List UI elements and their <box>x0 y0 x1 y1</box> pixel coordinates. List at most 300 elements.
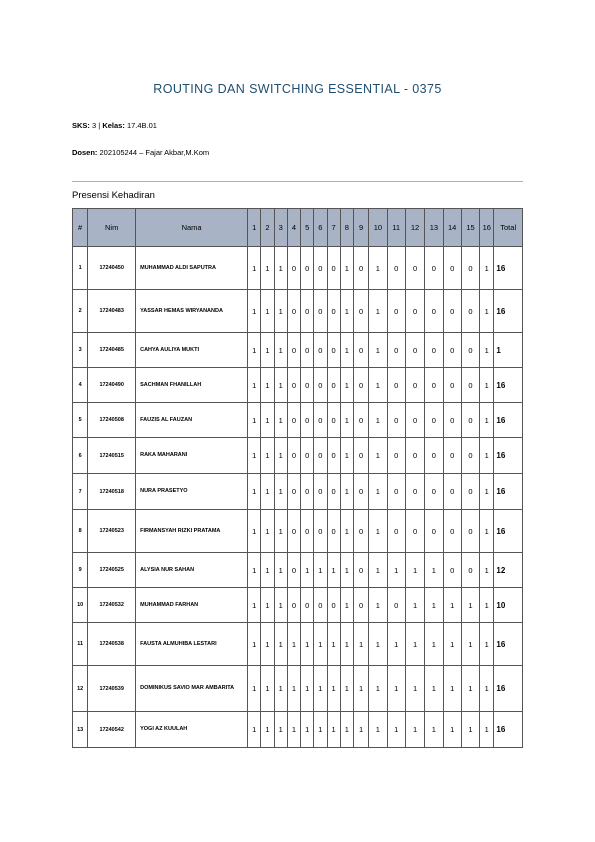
attendance-cell: 0 <box>301 247 314 290</box>
total-cell: 12 <box>494 553 523 588</box>
attendance-cell: 1 <box>261 510 274 553</box>
attendance-cell: 0 <box>287 510 300 553</box>
attendance-cell: 1 <box>480 553 494 588</box>
attendance-cell: 0 <box>353 247 368 290</box>
attendance-cell: 1 <box>274 623 287 666</box>
row-number-cell: 5 <box>73 403 88 438</box>
row-number-cell: 3 <box>73 333 88 368</box>
column-header: 15 <box>461 209 479 247</box>
total-cell: 16 <box>494 290 523 333</box>
row-number-cell: 1 <box>73 247 88 290</box>
attendance-cell: 0 <box>327 403 340 438</box>
attendance-cell: 0 <box>443 333 461 368</box>
attendance-cell: 0 <box>443 403 461 438</box>
table-row <box>73 666 523 712</box>
attendance-cell: 1 <box>369 247 387 290</box>
table-row <box>73 553 523 588</box>
kelas-label: Kelas: <box>102 121 125 130</box>
attendance-cell: 1 <box>353 712 368 748</box>
name-cell: SACHMAN FHANILLAH <box>136 368 248 403</box>
total-cell: 16 <box>494 247 523 290</box>
page-title: ROUTING DAN SWITCHING ESSENTIAL - 0375 <box>153 82 442 96</box>
attendance-cell: 0 <box>425 368 443 403</box>
attendance-cell: 0 <box>461 290 479 333</box>
attendance-cell: 1 <box>340 588 353 623</box>
attendance-cell: 1 <box>340 247 353 290</box>
attendance-cell: 1 <box>480 438 494 474</box>
nim-cell: 17240450 <box>88 247 136 290</box>
attendance-cell: 1 <box>248 368 261 403</box>
attendance-cell: 1 <box>261 368 274 403</box>
attendance-cell: 0 <box>387 290 405 333</box>
attendance-cell: 1 <box>274 368 287 403</box>
attendance-cell: 1 <box>340 510 353 553</box>
attendance-cell: 1 <box>480 247 494 290</box>
attendance-cell: 0 <box>287 588 300 623</box>
attendance-cell: 1 <box>248 510 261 553</box>
table-row <box>73 510 523 553</box>
attendance-cell: 0 <box>287 438 300 474</box>
attendance-cell: 0 <box>353 403 368 438</box>
total-cell: 16 <box>494 368 523 403</box>
attendance-cell: 1 <box>425 588 443 623</box>
attendance-cell: 0 <box>425 474 443 510</box>
attendance-cell: 1 <box>274 438 287 474</box>
attendance-cell: 1 <box>443 588 461 623</box>
attendance-cell: 1 <box>480 712 494 748</box>
attendance-cell: 0 <box>425 510 443 553</box>
name-cell: FIRMANSYAH RIZKI PRATAMA <box>136 510 248 553</box>
attendance-cell: 1 <box>301 712 314 748</box>
table-row <box>73 623 523 666</box>
attendance-cell: 1 <box>301 666 314 712</box>
attendance-cell: 0 <box>425 403 443 438</box>
attendance-cell: 1 <box>327 553 340 588</box>
attendance-cell: 0 <box>301 333 314 368</box>
attendance-cell: 1 <box>261 712 274 748</box>
attendance-cell: 1 <box>369 290 387 333</box>
attendance-cell: 0 <box>405 474 424 510</box>
attendance-cell: 1 <box>461 666 479 712</box>
attendance-cell: 1 <box>369 588 387 623</box>
attendance-cell: 1 <box>340 666 353 712</box>
total-cell: 16 <box>494 510 523 553</box>
attendance-cell: 0 <box>425 290 443 333</box>
attendance-cell: 1 <box>327 712 340 748</box>
attendance-cell: 1 <box>369 403 387 438</box>
attendance-cell: 1 <box>480 510 494 553</box>
dosen-label: Dosen: <box>72 148 98 157</box>
attendance-cell: 1 <box>248 623 261 666</box>
nim-cell: 17240542 <box>88 712 136 748</box>
column-header: 1 <box>248 209 261 247</box>
column-header: Nim <box>88 209 136 247</box>
attendance-cell: 0 <box>287 333 300 368</box>
attendance-cell: 0 <box>353 368 368 403</box>
attendance-cell: 1 <box>405 666 424 712</box>
attendance-cell: 1 <box>261 553 274 588</box>
attendance-cell: 0 <box>387 588 405 623</box>
sks-label: SKS: <box>72 121 90 130</box>
attendance-cell: 0 <box>314 403 327 438</box>
attendance-cell: 1 <box>425 553 443 588</box>
attendance-cell: 1 <box>369 510 387 553</box>
attendance-cell: 1 <box>274 333 287 368</box>
name-cell: CAHYA AULIYA MUKTI <box>136 333 248 368</box>
attendance-cell: 1 <box>301 553 314 588</box>
attendance-cell: 0 <box>327 368 340 403</box>
attendance-cell: 1 <box>480 588 494 623</box>
attendance-cell: 0 <box>327 588 340 623</box>
row-number-cell: 8 <box>73 510 88 553</box>
column-header: 11 <box>387 209 405 247</box>
attendance-cell: 0 <box>461 247 479 290</box>
table-row <box>73 438 523 474</box>
column-header: 2 <box>261 209 274 247</box>
attendance-cell: 0 <box>461 474 479 510</box>
attendance-cell: 1 <box>274 553 287 588</box>
attendance-cell: 0 <box>353 290 368 333</box>
attendance-cell: 0 <box>314 474 327 510</box>
attendance-cell: 0 <box>327 333 340 368</box>
nim-cell: 17240518 <box>88 474 136 510</box>
attendance-cell: 1 <box>340 623 353 666</box>
name-cell: YOGI AZ KUULAH <box>136 712 248 748</box>
attendance-cell: 0 <box>287 474 300 510</box>
nim-cell: 17240508 <box>88 403 136 438</box>
attendance-cell: 1 <box>369 368 387 403</box>
dosen-value: 202105244 – Fajar Akbar,M.Kom <box>99 148 210 157</box>
attendance-cell: 1 <box>261 623 274 666</box>
attendance-cell: 1 <box>340 474 353 510</box>
attendance-cell: 1 <box>480 666 494 712</box>
attendance-cell: 1 <box>301 623 314 666</box>
attendance-cell: 0 <box>443 510 461 553</box>
row-number-cell: 7 <box>73 474 88 510</box>
attendance-cell: 0 <box>287 403 300 438</box>
table-row <box>73 247 523 290</box>
attendance-cell: 1 <box>274 403 287 438</box>
column-header: 8 <box>340 209 353 247</box>
column-header: 7 <box>327 209 340 247</box>
attendance-cell: 0 <box>425 333 443 368</box>
attendance-cell: 0 <box>301 474 314 510</box>
row-number-cell: 13 <box>73 712 88 748</box>
column-header: 9 <box>353 209 368 247</box>
attendance-cell: 0 <box>314 588 327 623</box>
attendance-cell: 1 <box>387 712 405 748</box>
attendance-cell: 1 <box>261 290 274 333</box>
total-cell: 1 <box>494 333 523 368</box>
attendance-cell: 1 <box>340 553 353 588</box>
nim-cell: 17240532 <box>88 588 136 623</box>
row-number-cell: 12 <box>73 666 88 712</box>
attendance-cell: 1 <box>387 666 405 712</box>
attendance-cell: 1 <box>287 623 300 666</box>
attendance-cell: 1 <box>287 666 300 712</box>
column-header: # <box>73 209 88 247</box>
attendance-cell: 0 <box>443 474 461 510</box>
total-cell: 16 <box>494 666 523 712</box>
attendance-cell: 1 <box>405 623 424 666</box>
nim-cell: 17240485 <box>88 333 136 368</box>
attendance-cell: 0 <box>327 474 340 510</box>
attendance-cell: 0 <box>353 438 368 474</box>
row-number-cell: 9 <box>73 553 88 588</box>
name-cell: RAKA MAHARANI <box>136 438 248 474</box>
attendance-cell: 1 <box>369 438 387 474</box>
attendance-cell: 1 <box>248 474 261 510</box>
attendance-cell: 0 <box>461 403 479 438</box>
attendance-cell: 1 <box>274 588 287 623</box>
course-info <box>72 121 157 130</box>
attendance-cell: 0 <box>443 247 461 290</box>
nim-cell: 17240538 <box>88 623 136 666</box>
attendance-cell: 0 <box>387 333 405 368</box>
name-cell: MUHAMMAD ALDI SAPUTRA <box>136 247 248 290</box>
attendance-cell: 1 <box>327 623 340 666</box>
attendance-cell: 1 <box>314 553 327 588</box>
attendance-cell: 1 <box>248 333 261 368</box>
attendance-cell: 1 <box>248 403 261 438</box>
attendance-cell: 0 <box>353 474 368 510</box>
name-cell: MUHAMMAD FARHAN <box>136 588 248 623</box>
attendance-cell: 1 <box>480 290 494 333</box>
attendance-cell: 1 <box>369 666 387 712</box>
table-row <box>73 712 523 748</box>
attendance-cell: 1 <box>248 712 261 748</box>
attendance-cell: 1 <box>387 553 405 588</box>
attendance-cell: 0 <box>461 553 479 588</box>
divider <box>72 181 523 182</box>
lecturer-info <box>72 148 209 157</box>
row-number-cell: 2 <box>73 290 88 333</box>
column-header: Total <box>494 209 523 247</box>
total-cell: 16 <box>494 438 523 474</box>
column-header: 14 <box>443 209 461 247</box>
attendance-cell: 0 <box>405 247 424 290</box>
attendance-cell: 0 <box>314 510 327 553</box>
attendance-cell: 0 <box>405 368 424 403</box>
attendance-cell: 1 <box>443 712 461 748</box>
attendance-cell: 1 <box>261 247 274 290</box>
total-cell: 16 <box>494 712 523 748</box>
attendance-cell: 1 <box>340 333 353 368</box>
attendance-cell: 1 <box>314 623 327 666</box>
attendance-cell: 0 <box>443 368 461 403</box>
attendance-table <box>72 208 523 748</box>
attendance-cell: 1 <box>480 623 494 666</box>
row-number-cell: 6 <box>73 438 88 474</box>
column-header: 12 <box>405 209 424 247</box>
column-header: Nama <box>136 209 248 247</box>
attendance-cell: 0 <box>287 553 300 588</box>
attendance-cell: 0 <box>327 247 340 290</box>
row-number-cell: 11 <box>73 623 88 666</box>
attendance-cell: 1 <box>405 588 424 623</box>
attendance-cell: 0 <box>287 247 300 290</box>
attendance-cell: 1 <box>274 712 287 748</box>
attendance-cell: 0 <box>405 438 424 474</box>
attendance-cell: 0 <box>301 438 314 474</box>
attendance-cell: 1 <box>274 666 287 712</box>
attendance-cell: 0 <box>301 368 314 403</box>
attendance-cell: 0 <box>314 247 327 290</box>
attendance-cell: 1 <box>461 588 479 623</box>
attendance-cell: 0 <box>425 438 443 474</box>
attendance-cell: 0 <box>443 290 461 333</box>
attendance-cell: 0 <box>327 438 340 474</box>
column-header: 16 <box>480 209 494 247</box>
attendance-cell: 0 <box>314 333 327 368</box>
attendance-cell: 1 <box>480 333 494 368</box>
attendance-cell: 0 <box>405 333 424 368</box>
attendance-cell: 1 <box>248 666 261 712</box>
attendance-cell: 0 <box>353 333 368 368</box>
attendance-cell: 1 <box>340 403 353 438</box>
name-cell: FAUZIS AL FAUZAN <box>136 403 248 438</box>
name-cell: ALYSIA NUR SAHAN <box>136 553 248 588</box>
attendance-cell: 1 <box>340 438 353 474</box>
table-row <box>73 588 523 623</box>
separator: | <box>98 121 101 130</box>
attendance-cell: 1 <box>314 666 327 712</box>
attendance-cell: 0 <box>461 438 479 474</box>
attendance-cell: 0 <box>443 438 461 474</box>
attendance-cell: 1 <box>261 438 274 474</box>
attendance-cell: 0 <box>301 403 314 438</box>
attendance-cell: 1 <box>369 553 387 588</box>
attendance-cell: 1 <box>405 712 424 748</box>
attendance-cell: 0 <box>405 290 424 333</box>
attendance-cell: 1 <box>340 368 353 403</box>
attendance-cell: 1 <box>405 553 424 588</box>
name-cell: FAUSTA ALMUHIBA LESTARI <box>136 623 248 666</box>
attendance-cell: 1 <box>369 333 387 368</box>
attendance-cell: 0 <box>327 510 340 553</box>
name-cell: YASSAR HEMAS WIRYANANDA <box>136 290 248 333</box>
attendance-cell: 1 <box>353 666 368 712</box>
attendance-cell: 1 <box>480 368 494 403</box>
attendance-cell: 1 <box>248 290 261 333</box>
attendance-cell: 0 <box>387 403 405 438</box>
attendance-cell: 1 <box>480 474 494 510</box>
name-cell: DOMINIKUS SAVIO MAR AMBARITA <box>136 666 248 712</box>
attendance-cell: 1 <box>353 623 368 666</box>
table-row <box>73 474 523 510</box>
sks-value: 3 <box>92 121 97 130</box>
attendance-cell: 0 <box>443 553 461 588</box>
attendance-cell: 0 <box>405 510 424 553</box>
attendance-cell: 1 <box>274 290 287 333</box>
attendance-cell: 1 <box>425 666 443 712</box>
nim-cell: 17240523 <box>88 510 136 553</box>
attendance-cell: 0 <box>461 368 479 403</box>
attendance-cell: 0 <box>327 290 340 333</box>
attendance-cell: 0 <box>314 290 327 333</box>
nim-cell: 17240490 <box>88 368 136 403</box>
attendance-cell: 1 <box>248 588 261 623</box>
table-header-row <box>73 209 523 247</box>
attendance-cell: 0 <box>314 368 327 403</box>
nim-cell: 17240515 <box>88 438 136 474</box>
table-row <box>73 403 523 438</box>
attendance-cell: 1 <box>387 623 405 666</box>
attendance-cell: 1 <box>314 712 327 748</box>
total-cell: 16 <box>494 403 523 438</box>
attendance-cell: 1 <box>274 247 287 290</box>
attendance-cell: 0 <box>387 510 405 553</box>
attendance-cell: 1 <box>287 712 300 748</box>
attendance-cell: 0 <box>387 247 405 290</box>
row-number-cell: 10 <box>73 588 88 623</box>
attendance-cell: 0 <box>387 438 405 474</box>
attendance-cell: 1 <box>369 623 387 666</box>
attendance-cell: 0 <box>353 553 368 588</box>
attendance-cell: 0 <box>461 333 479 368</box>
attendance-cell: 0 <box>287 290 300 333</box>
nim-cell: 17240483 <box>88 290 136 333</box>
attendance-cell: 1 <box>443 666 461 712</box>
attendance-cell: 0 <box>353 588 368 623</box>
attendance-cell: 1 <box>480 403 494 438</box>
attendance-cell: 1 <box>369 474 387 510</box>
attendance-cell: 0 <box>405 403 424 438</box>
table-row <box>73 333 523 368</box>
total-cell: 16 <box>494 623 523 666</box>
total-cell: 10 <box>494 588 523 623</box>
attendance-cell: 1 <box>340 290 353 333</box>
attendance-cell: 1 <box>261 403 274 438</box>
attendance-cell: 0 <box>301 588 314 623</box>
attendance-cell: 1 <box>274 474 287 510</box>
table-row <box>73 290 523 333</box>
column-header: 6 <box>314 209 327 247</box>
column-header: 3 <box>274 209 287 247</box>
section-title: Presensi Kehadiran <box>72 190 155 201</box>
column-header: 5 <box>301 209 314 247</box>
attendance-cell: 0 <box>353 510 368 553</box>
row-number-cell: 4 <box>73 368 88 403</box>
nim-cell: 17240525 <box>88 553 136 588</box>
attendance-cell: 1 <box>425 712 443 748</box>
total-cell: 16 <box>494 474 523 510</box>
attendance-cell: 1 <box>425 623 443 666</box>
attendance-cell: 1 <box>327 666 340 712</box>
column-header: 10 <box>369 209 387 247</box>
attendance-cell: 1 <box>443 623 461 666</box>
attendance-cell: 1 <box>261 666 274 712</box>
attendance-cell: 1 <box>340 712 353 748</box>
attendance-cell: 1 <box>248 553 261 588</box>
table-row <box>73 368 523 403</box>
attendance-cell: 1 <box>461 712 479 748</box>
name-cell: NURA PRASETYO <box>136 474 248 510</box>
attendance-cell: 0 <box>301 510 314 553</box>
attendance-cell: 1 <box>261 588 274 623</box>
kelas-value: 17.4B.01 <box>126 121 157 130</box>
attendance-cell: 1 <box>274 510 287 553</box>
attendance-cell: 0 <box>387 368 405 403</box>
attendance-cell: 0 <box>461 510 479 553</box>
attendance-cell: 1 <box>369 712 387 748</box>
attendance-cell: 0 <box>287 368 300 403</box>
attendance-cell: 0 <box>301 290 314 333</box>
nim-cell: 17240539 <box>88 666 136 712</box>
column-header: 4 <box>287 209 300 247</box>
attendance-cell: 0 <box>314 438 327 474</box>
attendance-cell: 1 <box>261 333 274 368</box>
